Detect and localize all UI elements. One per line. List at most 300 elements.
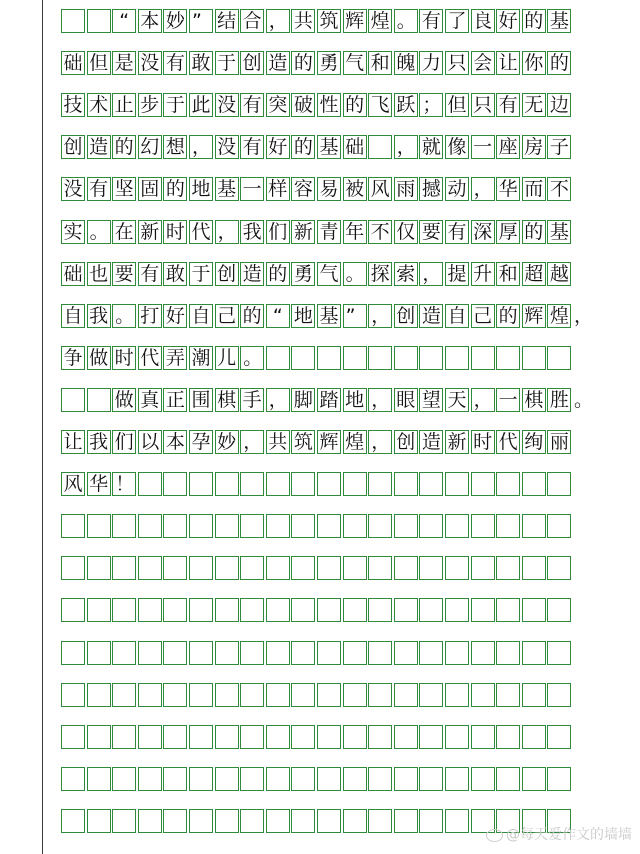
grid-cell xyxy=(317,346,341,370)
grid-cell xyxy=(496,767,520,791)
manuscript-char: 子 xyxy=(549,136,569,159)
grid-cell xyxy=(87,641,111,665)
manuscript-char: 础 xyxy=(345,136,365,159)
manuscript-char: 真 xyxy=(140,388,160,411)
grid-cell xyxy=(189,809,213,833)
grid-row xyxy=(61,472,573,496)
grid-cell xyxy=(368,346,392,370)
grid-row xyxy=(61,262,573,286)
manuscript-char: 气 xyxy=(319,262,339,285)
grid-cell xyxy=(163,472,187,496)
manuscript-char: 造 xyxy=(421,304,441,327)
manuscript-char: 有 xyxy=(498,94,518,117)
manuscript-char: 造 xyxy=(242,262,262,285)
grid-cell xyxy=(419,472,443,496)
grid-cell xyxy=(240,641,264,665)
manuscript-char: 的 xyxy=(345,94,365,117)
grid-cell xyxy=(138,641,162,665)
grid-cell xyxy=(215,683,239,707)
grid-cell xyxy=(394,641,418,665)
manuscript-char: 座 xyxy=(498,136,518,159)
manuscript-char: 造 xyxy=(268,52,288,75)
grid-cell xyxy=(61,9,85,33)
grid-cell xyxy=(215,767,239,791)
manuscript-char: 创 xyxy=(396,431,416,453)
grid-cell xyxy=(240,683,264,707)
manuscript-char: 会 xyxy=(473,52,493,75)
manuscript-char: 潮 xyxy=(191,346,211,369)
manuscript-char: 易 xyxy=(319,178,339,201)
grid-cell xyxy=(419,598,443,622)
manuscript-char: 妙 xyxy=(165,10,185,32)
manuscript-char: 要 xyxy=(114,262,134,285)
manuscript-char: 围 xyxy=(191,388,211,411)
grid-cell xyxy=(189,767,213,791)
manuscript-char: 地 xyxy=(191,178,211,201)
grid-cell xyxy=(522,472,546,496)
manuscript-char: 力 xyxy=(421,52,441,75)
grid-cell xyxy=(445,641,469,665)
manuscript-char: 础 xyxy=(63,52,83,75)
manuscript-char: 于 xyxy=(191,262,211,285)
manuscript-char: 有 xyxy=(89,178,109,201)
grid-cell xyxy=(61,725,85,749)
manuscript-char: ， xyxy=(268,10,288,32)
manuscript-char: 代 xyxy=(191,220,211,243)
manuscript-char: 于 xyxy=(165,94,185,117)
grid-row xyxy=(61,9,573,33)
manuscript-char: 新 xyxy=(140,220,160,243)
grid-cell xyxy=(215,809,239,833)
manuscript-char: 自 xyxy=(447,304,467,327)
grid-cell xyxy=(547,725,571,749)
manuscript-char: 只 xyxy=(473,94,493,117)
manuscript-char: 雨 xyxy=(396,178,416,201)
manuscript-char: 们 xyxy=(114,431,134,453)
grid-cell xyxy=(112,809,136,833)
grid-row xyxy=(61,346,573,370)
grid-cell xyxy=(215,641,239,665)
grid-cell xyxy=(163,683,187,707)
manuscript-char: 青 xyxy=(319,220,339,243)
manuscript-char: 就 xyxy=(421,136,441,159)
grid-cell xyxy=(343,346,367,370)
grid-cell xyxy=(419,683,443,707)
manuscript-char: 想 xyxy=(165,136,185,159)
manuscript-char: 此 xyxy=(191,94,211,117)
manuscript-char: 但 xyxy=(89,52,109,75)
manuscript-char: 自 xyxy=(191,304,211,327)
manuscript-char: 辉 xyxy=(345,10,365,32)
grid-cell xyxy=(368,641,392,665)
manuscript-char: 风 xyxy=(63,473,83,496)
grid-cell xyxy=(419,725,443,749)
manuscript-char: 勇 xyxy=(319,52,339,75)
manuscript-char: 打 xyxy=(140,304,160,327)
manuscript-char: 新 xyxy=(293,220,313,243)
manuscript-char: 的 xyxy=(293,136,313,159)
manuscript-char: 超 xyxy=(524,262,544,285)
manuscript-char: 做 xyxy=(114,388,134,411)
manuscript-char: 让 xyxy=(498,52,518,75)
grid-cell xyxy=(368,472,392,496)
manuscript-char: 创 xyxy=(242,52,262,75)
manuscript-char: 。 xyxy=(243,346,263,369)
grid-cell xyxy=(266,683,290,707)
manuscript-char: 敢 xyxy=(165,262,185,285)
grid-cell xyxy=(522,346,546,370)
overflow-punctuation: ， xyxy=(574,304,594,327)
grid-cell xyxy=(138,598,162,622)
manuscript-char: 无 xyxy=(524,94,544,117)
grid-cell xyxy=(547,598,571,622)
grid-row xyxy=(61,304,594,328)
manuscript-char: 煌 xyxy=(370,10,390,32)
grid-cell xyxy=(112,767,136,791)
grid-cell xyxy=(163,767,187,791)
grid-cell xyxy=(266,514,290,538)
grid-row xyxy=(61,767,573,791)
grid-cell xyxy=(266,767,290,791)
manuscript-char: 没 xyxy=(63,178,83,201)
grid-cell xyxy=(61,767,85,791)
grid-cell xyxy=(471,346,495,370)
manuscript-char: 有 xyxy=(140,262,160,285)
manuscript-char: 脚 xyxy=(293,388,313,411)
grid-cell xyxy=(215,725,239,749)
manuscript-char: 基 xyxy=(319,304,339,327)
manuscript-char: ， xyxy=(473,388,493,411)
grid-cell xyxy=(189,556,213,580)
manuscript-char: 地 xyxy=(345,388,365,411)
grid-cell xyxy=(291,346,315,370)
manuscript-char: 时 xyxy=(165,220,185,243)
grid-cell xyxy=(343,514,367,538)
weibo-icon xyxy=(486,829,503,842)
grid-cell xyxy=(291,472,315,496)
grid-cell xyxy=(240,514,264,538)
grid-cell xyxy=(522,767,546,791)
manuscript-char: ， xyxy=(217,220,237,243)
grid-cell xyxy=(471,598,495,622)
grid-cell xyxy=(522,514,546,538)
manuscript-char: 突 xyxy=(268,94,288,117)
manuscript-char: 勇 xyxy=(293,262,313,285)
grid-cell xyxy=(496,346,520,370)
manuscript-char: ， xyxy=(371,431,391,453)
grid-cell xyxy=(87,809,111,833)
manuscript-char: 幻 xyxy=(140,136,160,159)
manuscript-char: 时 xyxy=(114,346,134,369)
manuscript-char: 踏 xyxy=(319,388,339,411)
grid-cell xyxy=(112,641,136,665)
grid-cell xyxy=(522,641,546,665)
manuscript-char: 结 xyxy=(217,10,237,32)
margin-line xyxy=(42,0,43,854)
manuscript-char: 升 xyxy=(473,262,493,285)
manuscript-char: 共 xyxy=(268,431,288,453)
grid-row xyxy=(61,598,573,622)
manuscript-char: 在 xyxy=(114,220,134,243)
manuscript-char: ！ xyxy=(115,473,135,496)
grid-row xyxy=(61,514,573,538)
manuscript-char: 越 xyxy=(549,262,569,285)
grid-cell xyxy=(394,514,418,538)
watermark-text: @每天爱作文的墙墙 xyxy=(506,827,632,843)
manuscript-char: 共 xyxy=(293,10,313,32)
grid-cell xyxy=(522,725,546,749)
manuscript-char: 基 xyxy=(549,220,569,243)
grid-cell xyxy=(394,809,418,833)
grid-cell xyxy=(317,725,341,749)
manuscript-char: 创 xyxy=(217,262,237,285)
manuscript-char: 提 xyxy=(447,262,467,285)
manuscript-char: 一 xyxy=(473,136,493,159)
manuscript-char: 造 xyxy=(89,136,109,159)
manuscript-char: 性 xyxy=(319,94,339,117)
grid-cell xyxy=(394,346,418,370)
manuscript-char: 煌 xyxy=(549,304,569,327)
manuscript-char: 不 xyxy=(370,220,390,243)
manuscript-char: 争 xyxy=(63,346,83,369)
grid-cell xyxy=(291,556,315,580)
grid-cell xyxy=(368,767,392,791)
manuscript-char: 煌 xyxy=(345,431,365,453)
manuscript-char: 于 xyxy=(217,52,237,75)
grid-cell xyxy=(189,683,213,707)
grid-cell xyxy=(163,725,187,749)
grid-cell xyxy=(138,809,162,833)
manuscript-char: 气 xyxy=(345,52,365,75)
grid-cell xyxy=(368,809,392,833)
grid-cell xyxy=(189,641,213,665)
grid-cell xyxy=(61,809,85,833)
grid-cell xyxy=(496,683,520,707)
manuscript-char: 棋 xyxy=(524,388,544,411)
manuscript-char: 本 xyxy=(140,10,160,32)
manuscript-char: 一 xyxy=(242,178,262,201)
manuscript-char: 风 xyxy=(370,178,390,201)
grid-cell xyxy=(291,514,315,538)
grid-cell xyxy=(240,809,264,833)
grid-cell xyxy=(547,472,571,496)
grid-cell xyxy=(445,809,469,833)
grid-cell xyxy=(547,514,571,538)
manuscript-char: 础 xyxy=(63,262,83,285)
manuscript-char: 动 xyxy=(447,178,467,201)
manuscript-char: 基 xyxy=(319,136,339,159)
grid-cell xyxy=(266,598,290,622)
manuscript-char: 创 xyxy=(63,136,83,159)
manuscript-char: 时 xyxy=(473,431,493,453)
grid-cell xyxy=(291,809,315,833)
grid-cell xyxy=(138,472,162,496)
grid-cell xyxy=(266,809,290,833)
grid-cell xyxy=(266,346,290,370)
grid-cell xyxy=(471,556,495,580)
grid-cell xyxy=(496,725,520,749)
grid-cell xyxy=(522,556,546,580)
manuscript-char: 做 xyxy=(89,346,109,369)
manuscript-char: 只 xyxy=(447,52,467,75)
manuscript-char: ， xyxy=(192,136,212,159)
grid-cell xyxy=(87,514,111,538)
manuscript-char: 辉 xyxy=(319,431,339,453)
manuscript-char: 。 xyxy=(89,220,109,243)
manuscript-char: 妙 xyxy=(217,431,237,453)
grid-cell xyxy=(112,683,136,707)
grid-cell xyxy=(445,514,469,538)
grid-cell xyxy=(266,641,290,665)
manuscript-char: 筑 xyxy=(293,431,313,453)
grid-cell xyxy=(240,556,264,580)
manuscript-char: 我 xyxy=(89,304,109,327)
manuscript-char: 有 xyxy=(242,94,262,117)
grid-cell xyxy=(112,598,136,622)
grid-cell xyxy=(138,725,162,749)
manuscript-char: 索 xyxy=(396,262,416,285)
grid-cell xyxy=(496,641,520,665)
grid-cell xyxy=(138,683,162,707)
manuscript-char: 破 xyxy=(293,94,313,117)
grid-cell xyxy=(343,767,367,791)
manuscript-char: 。 xyxy=(115,304,135,327)
grid-cell xyxy=(87,556,111,580)
grid-cell xyxy=(343,598,367,622)
manuscript-char: 以 xyxy=(140,431,160,453)
manuscript-char: ， xyxy=(268,388,288,411)
grid-cell xyxy=(445,472,469,496)
grid-row xyxy=(61,177,573,201)
grid-cell xyxy=(394,556,418,580)
grid-cell xyxy=(163,514,187,538)
manuscript-char: 基 xyxy=(217,178,237,201)
grid-cell xyxy=(419,556,443,580)
manuscript-char: 代 xyxy=(140,346,160,369)
manuscript-char: 孕 xyxy=(191,431,211,453)
grid-cell xyxy=(471,683,495,707)
grid-cell xyxy=(394,767,418,791)
grid-cell xyxy=(496,472,520,496)
grid-row xyxy=(61,388,594,412)
grid-cell xyxy=(445,556,469,580)
manuscript-char: 胜 xyxy=(549,388,569,411)
grid-row xyxy=(61,135,573,159)
grid-cell xyxy=(112,556,136,580)
manuscript-char: 华 xyxy=(89,473,109,496)
grid-cell xyxy=(61,514,85,538)
manuscript-char: 的 xyxy=(524,220,544,243)
grid-cell xyxy=(368,135,392,159)
manuscript-char: 有 xyxy=(421,10,441,32)
grid-cell xyxy=(317,472,341,496)
manuscript-char: 筑 xyxy=(319,10,339,32)
grid-cell xyxy=(61,556,85,580)
manuscript-char: 一 xyxy=(498,388,518,411)
manuscript-char: 创 xyxy=(396,304,416,327)
grid-row xyxy=(61,725,573,749)
manuscript-char: 儿 xyxy=(217,346,237,369)
manuscript-char: 没 xyxy=(140,52,160,75)
manuscript-char: 合 xyxy=(242,10,262,32)
manuscript-char: 正 xyxy=(165,388,185,411)
manuscript-char: 仅 xyxy=(396,220,416,243)
grid-cell xyxy=(419,641,443,665)
grid-cell xyxy=(215,598,239,622)
grid-cell xyxy=(317,598,341,622)
grid-cell xyxy=(547,641,571,665)
manuscript-char: 弄 xyxy=(165,346,185,369)
grid-row xyxy=(61,51,573,75)
grid-cell xyxy=(445,346,469,370)
grid-cell xyxy=(419,767,443,791)
grid-cell xyxy=(215,556,239,580)
grid-cell xyxy=(445,683,469,707)
grid-cell xyxy=(343,725,367,749)
manuscript-char: 边 xyxy=(549,94,569,117)
grid-cell xyxy=(419,514,443,538)
manuscript-char: 的 xyxy=(498,304,518,327)
manuscript-char: 好 xyxy=(498,10,518,32)
grid-cell xyxy=(547,767,571,791)
manuscript-char: 容 xyxy=(293,178,313,201)
manuscript-char: 好 xyxy=(165,304,185,327)
grid-cell xyxy=(240,598,264,622)
grid-cell xyxy=(496,598,520,622)
watermark xyxy=(486,824,632,844)
manuscript-char: 手 xyxy=(242,388,262,411)
manuscript-char: 造 xyxy=(421,431,441,453)
manuscript-char: 坚 xyxy=(114,178,134,201)
grid-cell xyxy=(445,598,469,622)
manuscript-char: 。 xyxy=(396,10,416,32)
grid-cell xyxy=(419,346,443,370)
grid-cell xyxy=(112,514,136,538)
grid-cell xyxy=(138,514,162,538)
grid-cell xyxy=(87,683,111,707)
grid-cell xyxy=(215,472,239,496)
manuscript-char: 的 xyxy=(114,136,134,159)
grid-cell xyxy=(61,641,85,665)
manuscript-char: 厚 xyxy=(498,220,518,243)
manuscript-char: 被 xyxy=(345,178,365,201)
grid-cell xyxy=(317,514,341,538)
manuscript-char: 本 xyxy=(165,431,185,453)
grid-cell xyxy=(317,809,341,833)
grid-cell xyxy=(87,9,111,33)
grid-cell xyxy=(291,725,315,749)
grid-cell xyxy=(419,809,443,833)
grid-cell xyxy=(87,767,111,791)
manuscript-char: 自 xyxy=(63,304,83,327)
grid-cell xyxy=(317,556,341,580)
manuscript-char: 基 xyxy=(549,10,569,32)
manuscript-char: 技 xyxy=(63,94,83,117)
grid-cell xyxy=(445,725,469,749)
manuscript-char: 望 xyxy=(421,388,441,411)
grid-cell xyxy=(266,472,290,496)
manuscript-char: 和 xyxy=(370,52,390,75)
grid-cell xyxy=(189,725,213,749)
manuscript-char: 要 xyxy=(421,220,441,243)
grid-cell xyxy=(547,556,571,580)
manuscript-char: 步 xyxy=(140,94,160,117)
grid-cell xyxy=(291,767,315,791)
grid-cell xyxy=(343,472,367,496)
grid-cell xyxy=(163,641,187,665)
manuscript-char: 眼 xyxy=(396,388,416,411)
manuscript-char: 而 xyxy=(524,178,544,201)
